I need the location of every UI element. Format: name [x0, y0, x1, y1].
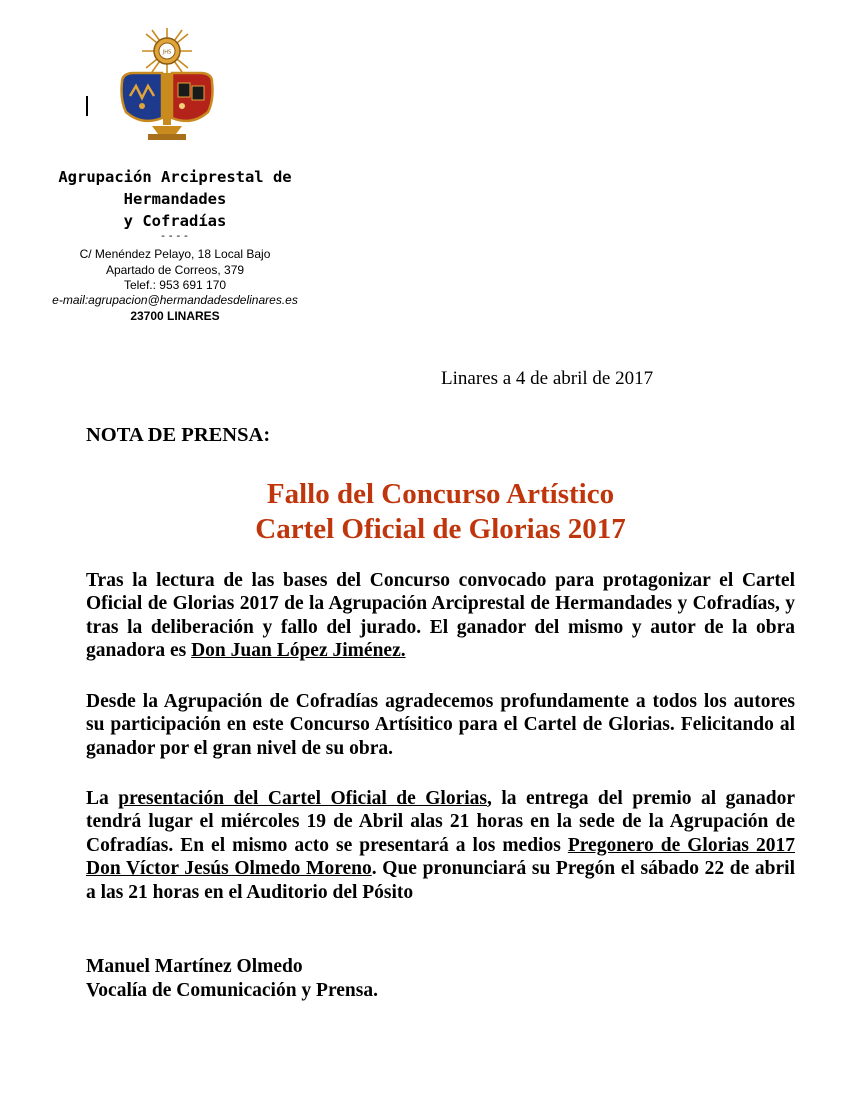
org-name-line2: Hermandades — [123, 190, 227, 208]
paragraph-3-middle: , la entrega del premio al ganador tendrá lugar el miércoles 19 de Abril alas 21 horas en la sede de la Agrupación de Cofradías. En el mismo acto se presentará a los medios — [86, 788, 796, 856]
organization-name — [24, 166, 326, 232]
paragraph-1 — [86, 569, 795, 663]
signature-role: Vocalía de Comunicación y Prensa. — [86, 980, 378, 1001]
winner-name: Don Juan López Jiménez. — [191, 640, 406, 662]
pregonero-name: Pregonero de Glorias 2017 Don Víctor Jesús Olmedo Moreno — [86, 834, 795, 880]
org-name-line3: y Cofradías — [123, 212, 227, 230]
title-line2: Cartel Oficial de Glorias 2017 — [255, 513, 626, 545]
presentation-link-text: presentación del Cartel Oficial de Glorias — [118, 788, 487, 809]
org-name-line1: Agrupación Arciprestal de — [58, 168, 292, 186]
email-address: e-mail:agrupacion@hermandadesdelinares.es — [52, 293, 298, 307]
signature-name: Manuel Martínez Olmedo — [86, 956, 303, 977]
paragraph-3-intro: La — [86, 788, 119, 809]
emblem-logo — [112, 26, 222, 142]
date-line: Linares a 4 de abril de 2017 — [441, 368, 654, 389]
paragraph-1-text: Tras la lectura de las bases del Concurso convocado para protagonizar el Cartel Oficial de Glorias 2017 de la Agrupación Arciprestal de Hermandades y Cofradías, y tras la deliberación y fallo del jurado. El ganador del mismo y autor de la obra ganadora es — [86, 570, 795, 662]
press-release-heading: NOTA DE PRENSA: — [86, 424, 271, 446]
po-box: Apartado de Correos, 379 — [105, 263, 245, 277]
header-separator: ---- — [159, 229, 191, 242]
svg-text:JHS: JHS — [162, 49, 172, 56]
paragraph-3-end: . Que pronunciará su Pregón el sábado 22 de abril a las 21 horas en el Auditorio del Pósito — [86, 858, 795, 903]
title-line1: Fallo del Concurso Artístico — [266, 478, 615, 510]
paragraph-3 — [86, 787, 795, 904]
vertical-bar-mark — [86, 96, 88, 116]
paragraph-2: Desde la Agrupación de Cofradías agradecemos profundamente a todos los autores su participación en este Concurso Artísitico para el Cartel de Glorias. Felicitando al ganador por el gran nivel de su obra. — [86, 691, 795, 759]
phone-number: Telef.: 953 691 170 — [123, 278, 227, 292]
street-address: C/ Menéndez Pelayo, 18 Local Bajo — [79, 247, 271, 261]
postal-code-city: 23700 LINARES — [130, 309, 220, 323]
